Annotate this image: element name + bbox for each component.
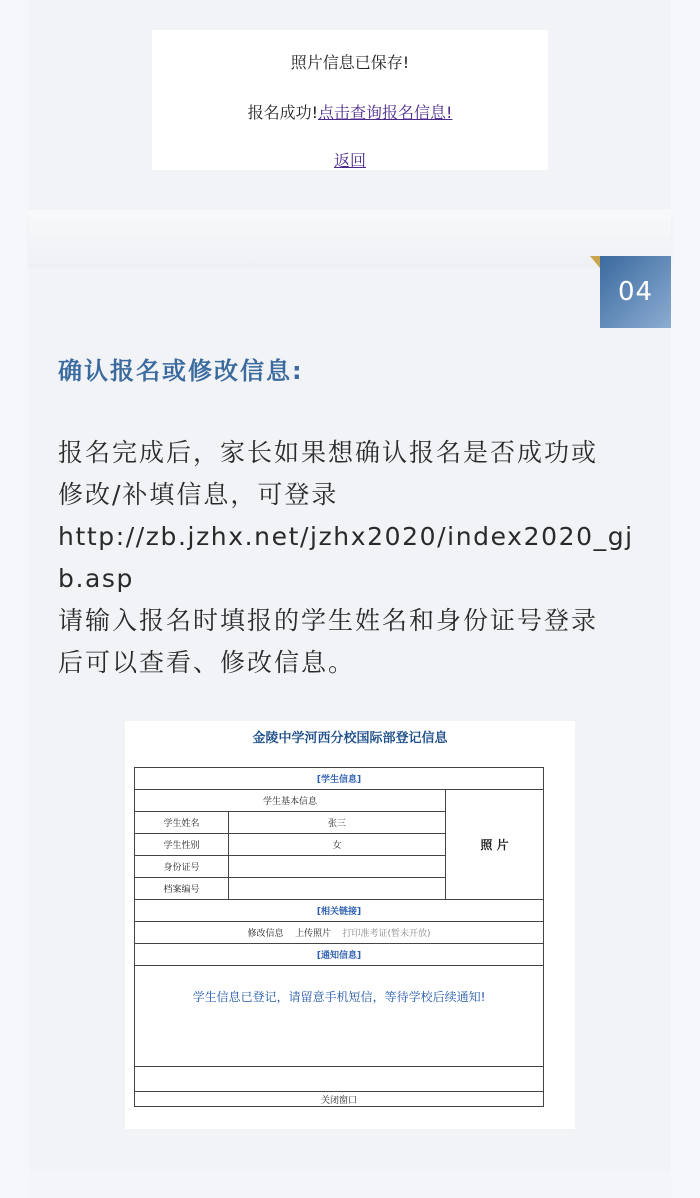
section-links: [相关链接] bbox=[135, 900, 544, 922]
field-value: 张三 bbox=[229, 812, 446, 834]
field-label: 学生性别 bbox=[135, 834, 229, 856]
saved-message: 照片信息已保存! bbox=[290, 53, 410, 72]
success-line bbox=[152, 100, 548, 123]
print-ticket-link: 打印准考证(暂未开放) bbox=[342, 929, 431, 939]
section-student: [学生信息] bbox=[135, 768, 544, 790]
upload-photo-link[interactable]: 上传照片 bbox=[294, 929, 331, 939]
field-label: 档案编号 bbox=[135, 878, 229, 900]
badge-notch bbox=[590, 256, 600, 268]
registration-title: 金陵中学河西分校国际部登记信息 bbox=[252, 731, 448, 746]
notice-message: 学生信息已登记，请留意手机短信，等待学校后续通知! bbox=[192, 990, 486, 1004]
edit-info-link[interactable]: 修改信息 bbox=[247, 929, 284, 939]
field-value bbox=[229, 856, 446, 878]
field-label: 身份证号 bbox=[135, 856, 229, 878]
paragraph-line: 修改/补填信息，可登录 bbox=[58, 480, 339, 509]
field-value: 女 bbox=[229, 834, 446, 856]
success-message: 报名成功! bbox=[247, 103, 318, 122]
field-value bbox=[229, 878, 446, 900]
back-line bbox=[152, 148, 548, 171]
blank-row bbox=[135, 1067, 544, 1092]
paragraph-line: 请输入报名时填报的学生姓名和身份证号登录 bbox=[58, 606, 599, 635]
section-divider bbox=[29, 210, 671, 268]
field-label: 学生姓名 bbox=[135, 812, 229, 834]
photo-placeholder: 照 片 bbox=[446, 790, 544, 900]
registration-table bbox=[134, 767, 544, 1107]
section-notice: [通知信息] bbox=[135, 944, 544, 966]
links-row bbox=[135, 922, 544, 944]
paragraph-line-url: http://zb.jzhx.net/jzhx2020/index2020_gj bbox=[58, 522, 634, 551]
notice-cell bbox=[135, 966, 544, 1067]
paragraph-line: 报名完成后，家长如果想确认报名是否成功或 bbox=[58, 438, 599, 467]
back-link[interactable]: 返回 bbox=[333, 151, 366, 170]
step-number-badge: 04 bbox=[600, 256, 671, 328]
basic-info-header: 学生基本信息 bbox=[135, 790, 446, 812]
step-heading: 确认报名或修改信息: bbox=[58, 357, 304, 385]
query-info-link[interactable]: 点击查询报名信息! bbox=[318, 103, 453, 122]
close-window-button[interactable]: 关闭窗口 bbox=[135, 1092, 544, 1107]
paragraph-line-url: b.asp bbox=[58, 564, 135, 593]
registration-info-screenshot bbox=[125, 721, 575, 1129]
paragraph-line: 后可以查看、修改信息。 bbox=[58, 648, 356, 677]
bottom-band bbox=[29, 1170, 671, 1198]
step-paragraph bbox=[58, 432, 648, 684]
save-result-screenshot bbox=[152, 30, 548, 170]
